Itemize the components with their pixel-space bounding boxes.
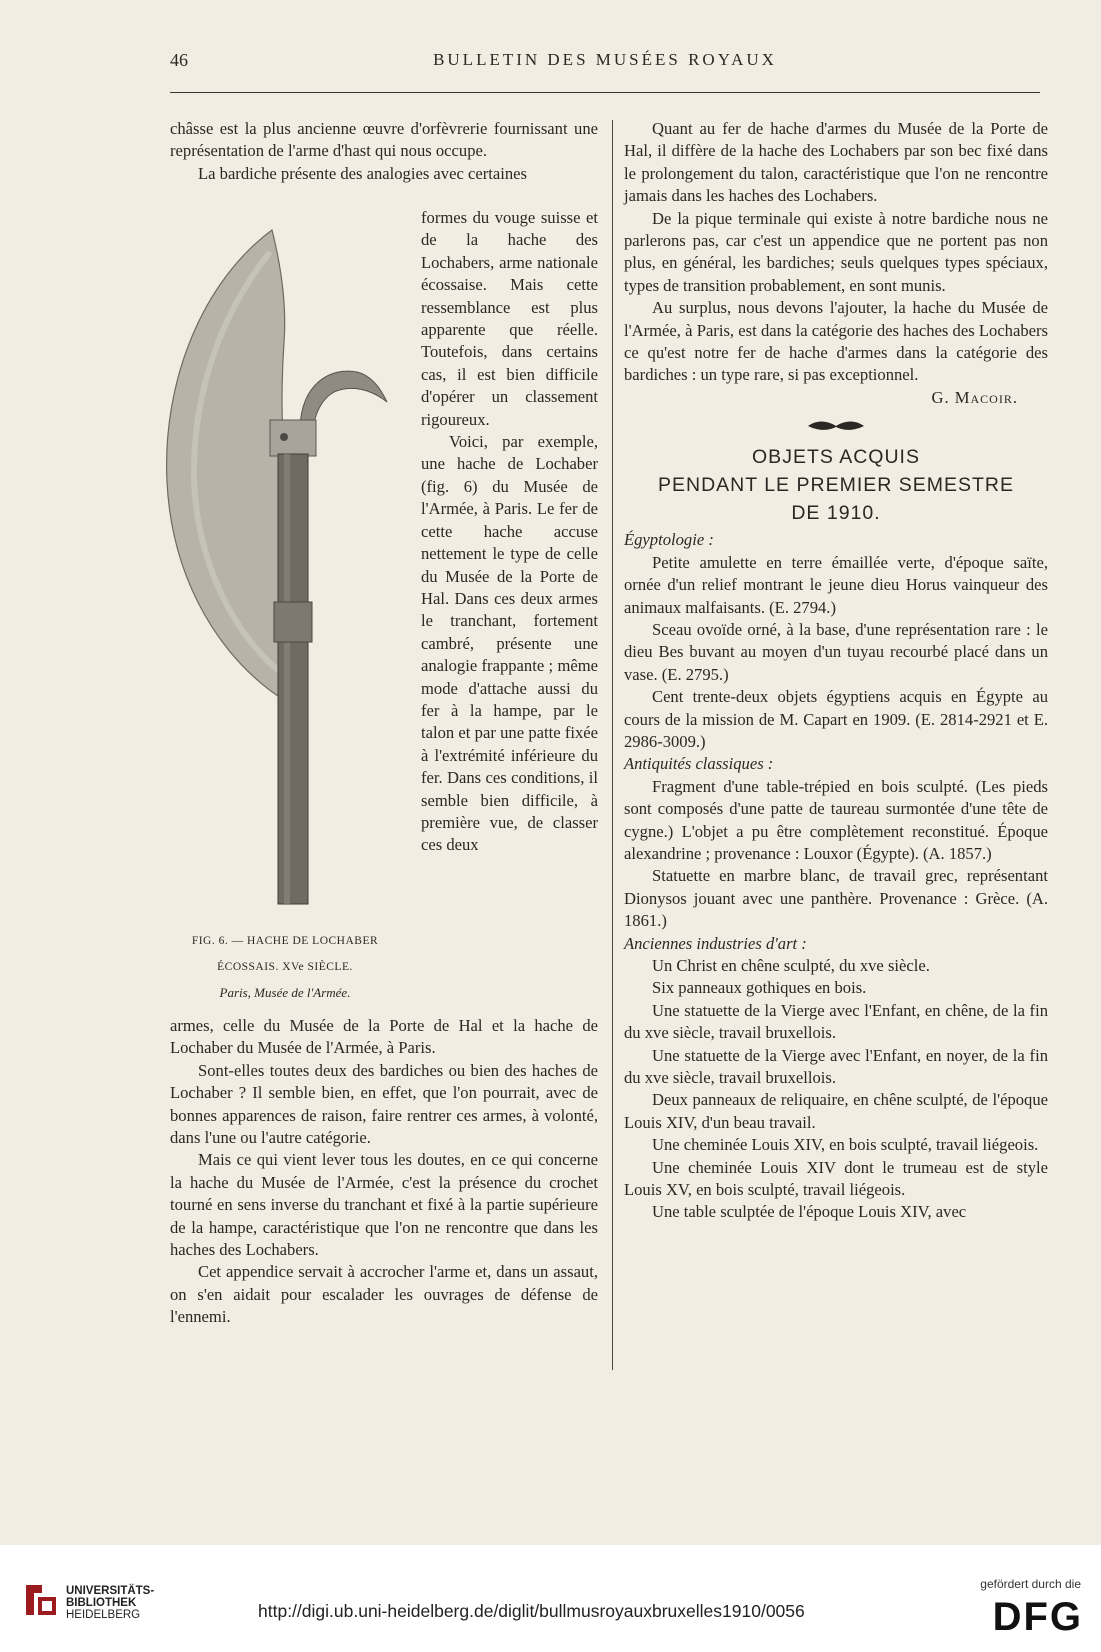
paragraph: châsse est la plus ancienne œuvre d'orfèvrerie fournissant une représentation de l'arme d'hast qui nous occupe. <box>170 119 598 161</box>
paragraph: La bardiche présente des analogies avec certaines <box>198 163 527 183</box>
subsection-heading: Égyptologie : <box>624 530 714 550</box>
paragraph: armes, celle du Musée de la Porte de Hal et la hache de Lochaber du Musée de l'Armée, à Paris. <box>170 1016 598 1058</box>
paragraph: Mais ce qui vient lever tous les doutes, en ce qui concerne la hache du Musée de l'Armée, c'est la présence du crochet tourné en sens inverse du tranchant et fixé à la partie supérieure de la hampe, caractéristique que l'on ne rencontre que dans les haches des Lochabers. <box>170 1150 598 1260</box>
axe-collar <box>270 420 316 456</box>
list-item: Une table sculptée de l'époque Louis XIV, avec <box>652 1202 967 1222</box>
list-item: Fragment d'une table-trépied en bois sculpté. (Les pieds sont composés d'une patte de taureau surmontée d'une tête de cygne.) L'objet a pu être complètement reconstitué. Époque alexandrine ; provenance : Louxor (Égypte). (A. 1857.) <box>624 776 1048 863</box>
axe-illustration <box>162 222 412 912</box>
list-item: Une cheminée Louis XIV, en bois sculpté, travail liégeois. <box>652 1135 1039 1155</box>
caption-line: ÉCOSSAIS. XVe SIÈCLE. <box>217 961 353 973</box>
list-item: Un Christ en chêne sculpté, du xve siècle. <box>652 956 930 975</box>
left-column-wrap <box>421 207 598 857</box>
paragraph: Au surplus, nous devons l'ajouter, la hache du Musée de l'Armée, à Paris, est dans la catégorie des haches des Lochabers ce qu'est notre fer de hache d'armes dans la catégorie des bardiches : un type rare, si pas exceptionnel. <box>624 298 1048 385</box>
section-title-line: DE 1910. <box>791 502 881 525</box>
paragraph: formes du vouge suisse et de la hache des Lochabers, arme nationale écossaise. Mais cette ressemblance est plus apparente que réelle. Toutefois, dans certains cas, il est bien difficile d'opérer un classement rigoureux. <box>421 208 598 429</box>
library-name-line: HEIDELBERG <box>66 1609 141 1621</box>
staff-highlight <box>284 454 290 904</box>
ornament-icon <box>624 417 1048 437</box>
dfg-logo: DFG <box>992 1595 1083 1639</box>
running-head <box>170 50 1040 80</box>
source-url-link[interactable]: http://digi.ub.uni-heidelberg.de/diglit/bullmusroyauxbruxelles1910/0056 <box>258 1601 805 1621</box>
paragraph: De la pique terminale qui existe à notre bardiche nous ne parlerons pas, car c'est un appendice que ne portent pas non plus, en général, les bardiches; seuls quelques types spéciaux, types de transition probablement, en sont munis. <box>624 208 1048 295</box>
subsection-heading: Anciennes industries d'art : <box>624 933 807 953</box>
section-title-line: PENDANT LE PREMIER SEMESTRE <box>657 474 1015 497</box>
list-item: Statuette en marbre blanc, de travail grec, représentant Dionysos jouant avec une panthère. Provenance : Grèce. (A. 1861.) <box>624 866 1048 931</box>
axe-blade <box>167 230 290 702</box>
library-name <box>66 1585 154 1621</box>
page-number: 46 <box>170 50 188 70</box>
list-item: Six panneaux gothiques en bois. <box>652 978 867 998</box>
section-title <box>624 443 1048 527</box>
digitization-footer <box>0 1545 1101 1652</box>
paragraph: Sont-elles toutes deux des bardiches ou bien des haches de Lochaber ? Il semble bien, en effet, que l'on pourrait, avec de bonnes apparences de raison, faire rentrer ces armes, à volonté, dans l'une ou l'autre catégorie. <box>170 1060 598 1148</box>
section-title-line: OBJETS ACQUIS <box>752 446 920 469</box>
university-library-logo-icon <box>22 1581 60 1619</box>
figure-caption <box>155 928 415 1006</box>
caption-line: FIG. 6. — HACHE DE LOCHABER <box>191 935 379 947</box>
library-name-line: UNIVERSITÄTS- <box>66 1585 155 1597</box>
running-title: BULLETIN DES MUSÉES ROYAUX <box>433 50 777 69</box>
paragraph: Quant au fer de hache d'armes du Musée de la Porte de Hal, il diffère de la hache des Lochabers par son bec fixé dans le prolongement du talon, caractéristique que l'on ne rencontre jamais dans les haches des Lochabers. <box>624 119 1048 206</box>
list-item: Petite amulette en terre émaillée verte, d'époque saïte, ornée d'un relief montrant le jeune dieu Horus vainqueur des animaux malfaisants. (E. 2794.) <box>624 552 1048 617</box>
column-rule <box>612 120 613 1370</box>
list-item: Sceau ovoïde orné, à la base, d'une représentation rare : le dieu Bes buvant au moyen d'un tuyau recourbé placé dans un vase. (E. 2795.) <box>624 619 1048 684</box>
funding-note: gefördert durch die <box>980 1577 1081 1591</box>
axe-staff <box>278 454 308 904</box>
caption-location: Paris, Musée de l'Armée. <box>219 985 351 1000</box>
left-column-top <box>170 118 598 185</box>
paragraph: Voici, par exemple, une hache de Lochaber (fig. 6) du Musée de l'Armée, à Paris. Le fer de cette hache accuse nettement le type de celle du Musée de la Porte de Hal. Dans ces deux armes le tranchant, fortement cambré, présente une analogie frappante ; même mode d'attache aussi du fer à la hampe, par le talon et par une patte fixée à l'extrémité inférieure du fer. Dans ces conditions, il semble bien difficile, à première vue, de classer ces deux <box>421 432 598 855</box>
right-column-top <box>624 118 1048 1224</box>
rivet <box>280 433 288 441</box>
subsection-heading: Antiquités classiques : <box>624 754 774 774</box>
figure-lochaber-axe <box>162 222 412 912</box>
list-item: Une statuette de la Vierge avec l'Enfant, en chêne, de la fin du xve siècle, travail bruxellois. <box>624 1000 1048 1043</box>
paragraph: Cet appendice servait à accrocher l'arme et, dans un assaut, on s'en aidait pour escalader les ouvrages de défense de l'ennemi. <box>170 1262 598 1327</box>
axe-strap <box>274 602 312 642</box>
header-rule <box>170 92 1040 93</box>
left-column-bottom <box>170 1015 598 1329</box>
list-item: Deux panneaux de reliquaire, en chêne sculpté, de l'époque Louis XIV, d'un beau travail. <box>624 1090 1048 1132</box>
author-signature: G. Macoir. <box>931 387 1018 407</box>
list-item: Une cheminée Louis XIV dont le trumeau est de style Louis XV, en bois sculpté, travail liégeois. <box>624 1157 1048 1200</box>
list-item: Cent trente-deux objets égyptiens acquis en Égypte au cours de la mission de M. Capart en 1909. (E. 2814-2921 et E. 2986-3009.) <box>624 687 1048 751</box>
library-name-line: BIBLIOTHEK <box>66 1597 137 1609</box>
list-item: Une statuette de la Vierge avec l'Enfant, en noyer, de la fin du xve siècle, travail bruxellois. <box>624 1045 1048 1088</box>
